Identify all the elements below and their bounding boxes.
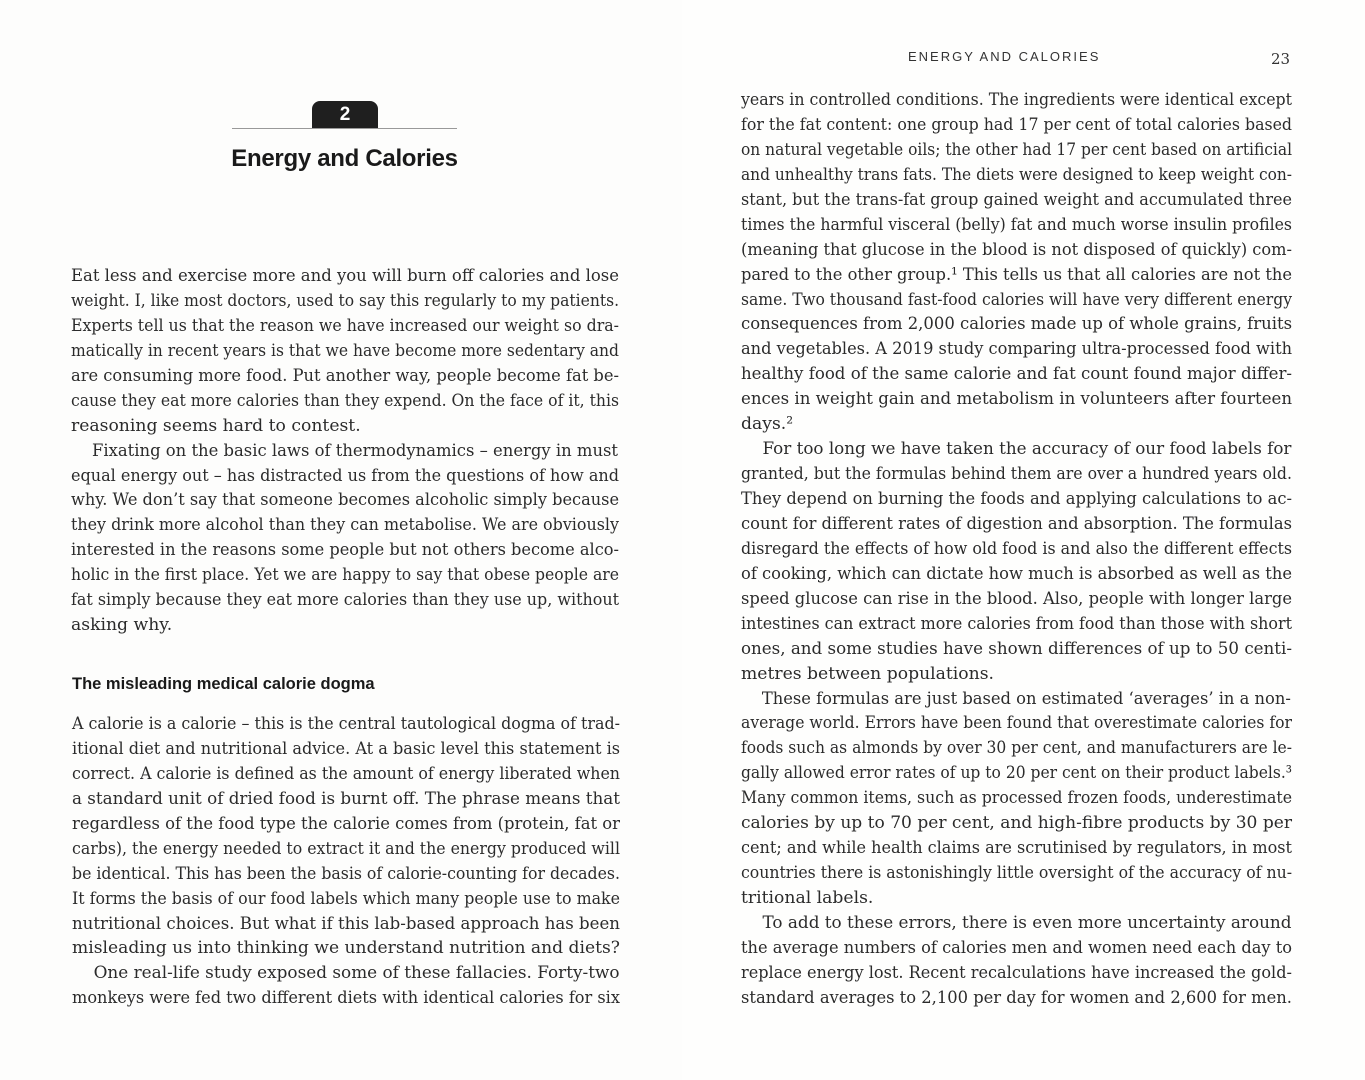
text-line: Fixating on the basic laws of thermodynamics – energy in must: [91, 440, 619, 461]
text-line: same. Two thousand fast-food calories will have very different energy: [741, 289, 1293, 310]
text-line: count for different rates of digestion and absorption. The formulas: [741, 513, 1293, 534]
right-page: [682, 0, 1365, 1080]
text-line: years in controlled conditions. The ingredients were identical except: [741, 90, 1292, 110]
text-line: and unhealthy trans fats. The diets were designed to keep weight con-: [741, 164, 1293, 185]
text-line: the average numbers of calories men and women need each day to: [741, 937, 1293, 958]
text-line: asking why.: [71, 615, 173, 636]
text-line: These formulas are just based on estimated ‘averages’ in a non-: [761, 688, 1291, 709]
section-paragraphs: [72, 712, 620, 1011]
text-line: It forms the basis of our food labels which many people use to make: [72, 888, 620, 909]
text-line: metres between populations.: [741, 663, 994, 684]
text-line: disregard the effects of how old food is and also the different effects: [741, 538, 1293, 559]
text-line: and vegetables. A 2019 study comparing ultra-processed food with: [741, 339, 1293, 360]
text-line: itional diet and nutritional advice. At a basic level this statement is: [72, 738, 620, 759]
running-head: ENERGY AND CALORIES: [908, 49, 1101, 64]
text-line: equal energy out – has distracted us from the questions of how and: [71, 465, 619, 486]
text-line: they drink more alcohol than they can metabolise. We are obviously: [71, 515, 619, 536]
text-line: be identical. This has been the basis of calorie-counting for decades.: [72, 863, 620, 884]
text-line: ones, and some studies have shown differences of up to 50 centi-: [741, 638, 1292, 659]
text-line: speed glucose can rise in the blood. Also, people with longer large: [741, 588, 1293, 609]
text-line: They depend on burning the foods and applying calculations to ac-: [741, 489, 1292, 509]
text-line: healthy food of the same calorie and fat count found major differ-: [741, 364, 1293, 385]
text-line: ences in weight gain and metabolism in volunteers after fourteen: [741, 389, 1293, 410]
text-line: average world. Errors have been found that overestimate calories for: [741, 713, 1292, 734]
chapter-number-badge: 2: [312, 101, 378, 129]
text-line: carbs), the energy needed to extract it and the energy produced will: [72, 838, 621, 859]
intro-paragraphs: [71, 264, 619, 638]
text-line: calories by up to 70 per cent, and high-fibre products by 30 per: [741, 813, 1293, 834]
text-line: Experts tell us that the reason we have increased our weight so dra-: [71, 315, 619, 336]
text-line: Eat less and exercise more and you will burn off calories and lose: [71, 266, 619, 286]
text-line: times the harmful visceral (belly) fat and much worse insulin profiles: [741, 214, 1293, 235]
text-line: correct. A calorie is defined as the amount of energy liberated when: [72, 763, 620, 784]
text-line: weight. I, like most doctors, used to say this regularly to my patients.: [71, 290, 620, 311]
text-line: holic in the first place. Yet we are happy to say that obese people are: [71, 565, 619, 586]
section-heading: The misleading medical calorie dogma: [72, 675, 375, 693]
text-line: intestines can extract more calories from food than those with short: [741, 613, 1293, 634]
text-line: nutritional choices. But what if this lab-based approach has been: [72, 913, 620, 934]
text-line: A calorie is a calorie – this is the central tautological dogma of trad-: [72, 714, 621, 734]
text-line: standard averages to 2,100 per day for women and 2,600 for men.: [741, 987, 1292, 1008]
text-line: days.²: [741, 414, 794, 435]
text-line: interested in the reasons some people but not others become alco-: [71, 540, 619, 561]
text-line: stant, but the trans-fat group gained weight and accumulated three: [741, 189, 1293, 210]
text-line: misleading us into thinking we understand nutrition and diets?: [72, 938, 620, 959]
right-paragraphs: [741, 88, 1292, 1011]
text-line: replace energy lost. Recent recalculations have increased the gold-: [741, 962, 1292, 983]
text-line: pared to the other group.¹ This tells us that all calories are not the: [741, 264, 1293, 285]
page-number: 23: [1271, 50, 1291, 68]
text-line: cent; and while health claims are scrutinised by regulators, in most: [741, 838, 1292, 859]
text-line: One real-life study exposed some of these fallacies. Forty-two: [93, 963, 620, 984]
text-line: tritional labels.: [741, 888, 874, 908]
text-line: a standard unit of dried food is burnt off. The phrase means that: [72, 788, 620, 809]
text-line: matically in recent years is that we have become more sedentary and: [71, 340, 620, 361]
text-line: on natural vegetable oils; the other had 17 per cent based on artificial: [741, 139, 1293, 160]
text-line: For too long we have taken the accuracy of our food labels for: [762, 439, 1292, 460]
text-line: of cooking, which can dictate how much is absorbed as well as the: [741, 563, 1293, 584]
chapter-title: Energy and Calories: [231, 145, 458, 172]
text-line: granted, but the formulas behind them are over a hundred years old.: [741, 464, 1292, 485]
text-line: (meaning that glucose in the blood is not disposed of quickly) com-: [741, 239, 1292, 260]
text-line: are consuming more food. Put another way, people become fat be-: [71, 365, 619, 386]
text-line: for the fat content: one group had 17 per cent of total calories based: [741, 114, 1293, 135]
text-line: foods such as almonds by over 30 per cent, and manufacturers are le-: [741, 738, 1292, 759]
text-line: monkeys were fed two different diets with identical calories for six: [72, 988, 620, 1009]
text-line: To add to these errors, there is even more uncertainty around: [762, 912, 1292, 933]
left-page: [0, 0, 682, 1080]
text-line: consequences from 2,000 calories made up of whole grains, fruits: [741, 314, 1293, 335]
text-line: Many common items, such as processed frozen foods, underestimate: [741, 788, 1293, 809]
text-line: countries there is astonishingly little oversight of the accuracy of nu-: [741, 863, 1293, 884]
text-line: cause they eat more calories than they expend. On the face of it, this: [71, 390, 619, 411]
text-line: reasoning seems hard to contest.: [71, 415, 361, 436]
chapter-rule: [232, 128, 457, 129]
text-line: fat simply because they eat more calories than they use up, without: [71, 590, 619, 611]
text-line: why. We don’t say that someone becomes alcoholic simply because: [71, 490, 620, 511]
text-line: gally allowed error rates of up to 20 per cent on their product labels.³: [741, 763, 1292, 784]
text-line: regardless of the food type the calorie comes from (protein, fat or: [72, 813, 621, 834]
